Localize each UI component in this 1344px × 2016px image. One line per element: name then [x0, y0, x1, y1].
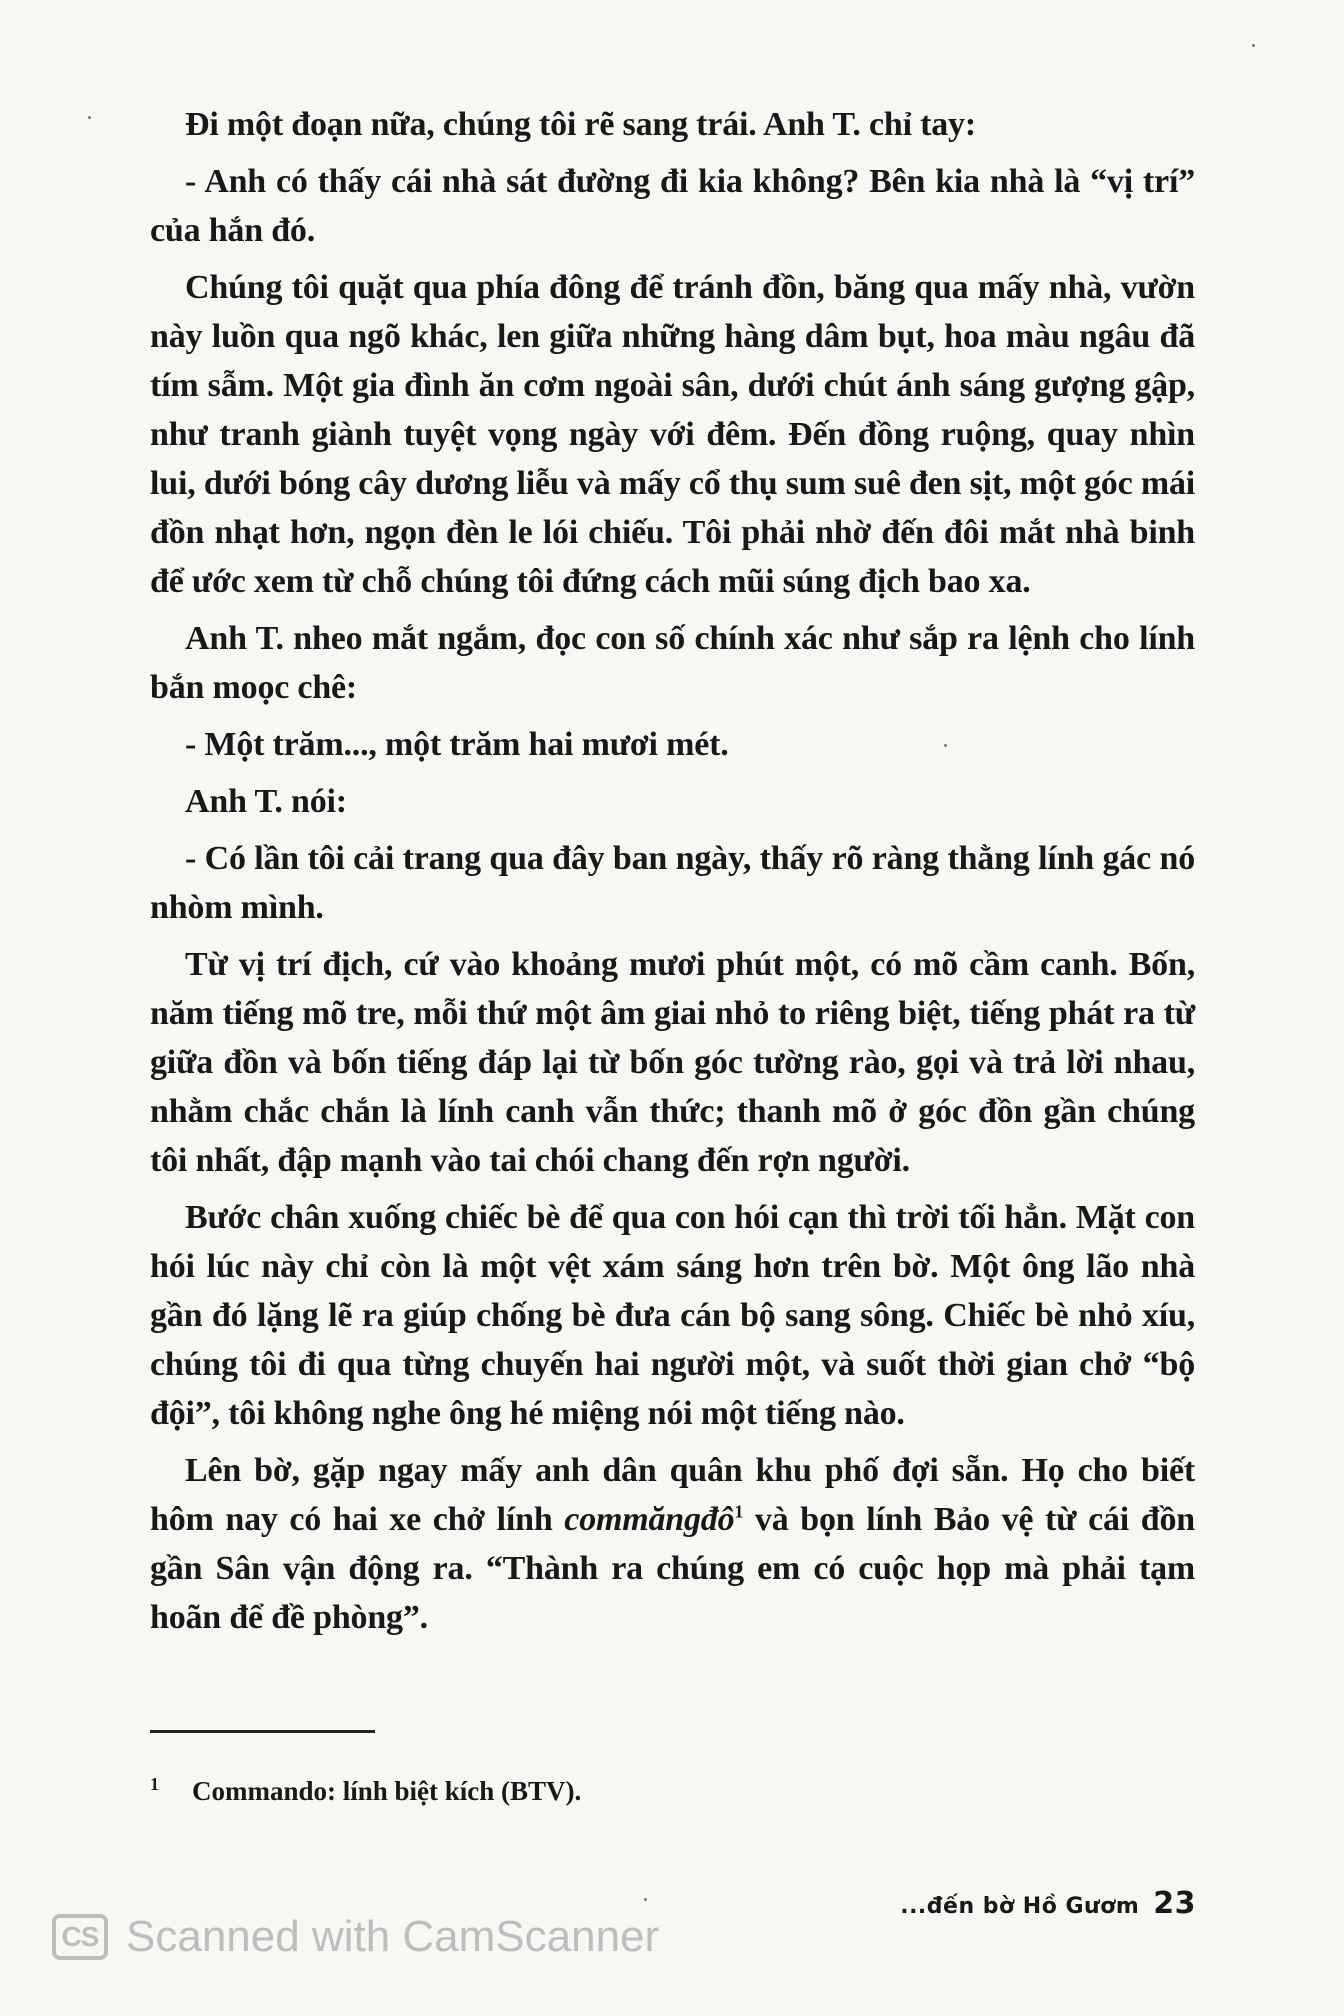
paragraph-4: Anh T. nheo mắt ngắm, đọc con số chính xác như sắp ra lệnh cho lính bắn moọc chê:	[150, 620, 1195, 706]
running-footer	[900, 1886, 1196, 1921]
footnote-marker: 1	[734, 1501, 744, 1522]
scan-speck	[1252, 44, 1255, 47]
footnote-divider	[150, 1730, 375, 1733]
paragraph-3: Chúng tôi quặt qua phía đông để tránh đồn, băng qua mấy nhà, vườn này luồn qua ngõ khác, len giữa những hàng dâm bụt, hoa màu ngâu đã tím sẫm. Một gia đình ăn cơm ngoài sân, dưới chút ánh sáng gượng gập, như tranh giành tuyệt vọng ngày với đêm. Đến đồng ruộng, quay nhìn lui, dưới bóng cây dương liễu và mấy cổ thụ sum suê đen sịt, một góc mái đồn nhạt hơn, ngọn đèn le lói chiếu. Tôi phải nhờ đến đôi mắt nhà binh để ước xem từ chỗ chúng tôi đứng cách mũi súng địch bao xa.	[150, 269, 1195, 600]
footnote-text: Commando: lính biệt kích (BTV).	[192, 1776, 582, 1806]
paragraph-6: Anh T. nói:	[185, 783, 347, 820]
footnote	[150, 1773, 1150, 1809]
page-number: 23	[1153, 1886, 1196, 1921]
scan-speck	[644, 1898, 647, 1901]
scan-speck	[944, 744, 947, 747]
paragraph-5: - Một trăm..., một trăm hai mươi mét.	[185, 726, 729, 763]
camscanner-text: Scanned with CamScanner	[126, 1912, 660, 1961]
body-text	[150, 100, 1195, 1650]
paragraph-7: - Có lần tôi cải trang qua đây ban ngày, thấy rõ ràng thằng lính gác nó nhòm mình.	[150, 840, 1195, 926]
camscanner-watermark	[52, 1912, 659, 1962]
footnote-number: 1	[150, 1774, 159, 1794]
paragraph-10-after: và bọn lính Bảo vệ từ cái đồn gần Sân vận động ra. “Thành ra chúng em có cuộc họp mà phải tạm hoãn để đề phòng”.	[150, 1501, 1195, 1636]
scan-speck	[88, 116, 91, 119]
paragraph-8: Từ vị trí địch, cứ vào khoảng mươi phút một, có mõ cầm canh. Bốn, năm tiếng mõ tre, mỗi thứ một âm giai nhỏ to riêng biệt, tiếng phát ra từ giữa đồn và bốn tiếng đáp lại từ bốn góc tường rào, gọi và trả lời nhau, nhằm chắc chắn là lính canh vẫn thức; thanh mõ ở góc đồn gần chúng tôi nhất, đập mạnh vào tai chói chang đến rợn người.	[150, 946, 1195, 1179]
italic-term: commăngđô	[564, 1501, 735, 1538]
paragraph-1: Đi một đoạn nữa, chúng tôi rẽ sang trái. Anh T. chỉ tay:	[185, 106, 976, 143]
camscanner-logo-icon: CS	[52, 1914, 108, 1960]
paragraph-2: - Anh có thấy cái nhà sát đường đi kia không? Bên kia nhà là “vị trí” của hắn đó.	[150, 163, 1195, 249]
paragraph-9: Bước chân xuống chiếc bè để qua con hói cạn thì trời tối hẳn. Mặt con hói lúc này chỉ còn là một vệt xám sáng hơn trên bờ. Một ông lão nhà gần đó lặng lẽ ra giúp chống bè đưa cán bộ sang sông. Chiếc bè nhỏ xíu, chúng tôi đi qua từng chuyến hai người một, và suốt thời gian chở “bộ đội”, tôi không nghe ông hé miệng nói một tiếng nào.	[150, 1199, 1195, 1432]
paragraph-10	[150, 1446, 1195, 1642]
running-title: ...đến bờ Hồ Gươm	[900, 1894, 1140, 1919]
paragraph-10-before: Lên bờ, gặp ngay mấy anh dân quân khu phố đợi sẵn. Họ cho biết hôm nay có hai xe chở lính	[150, 1452, 1195, 1538]
